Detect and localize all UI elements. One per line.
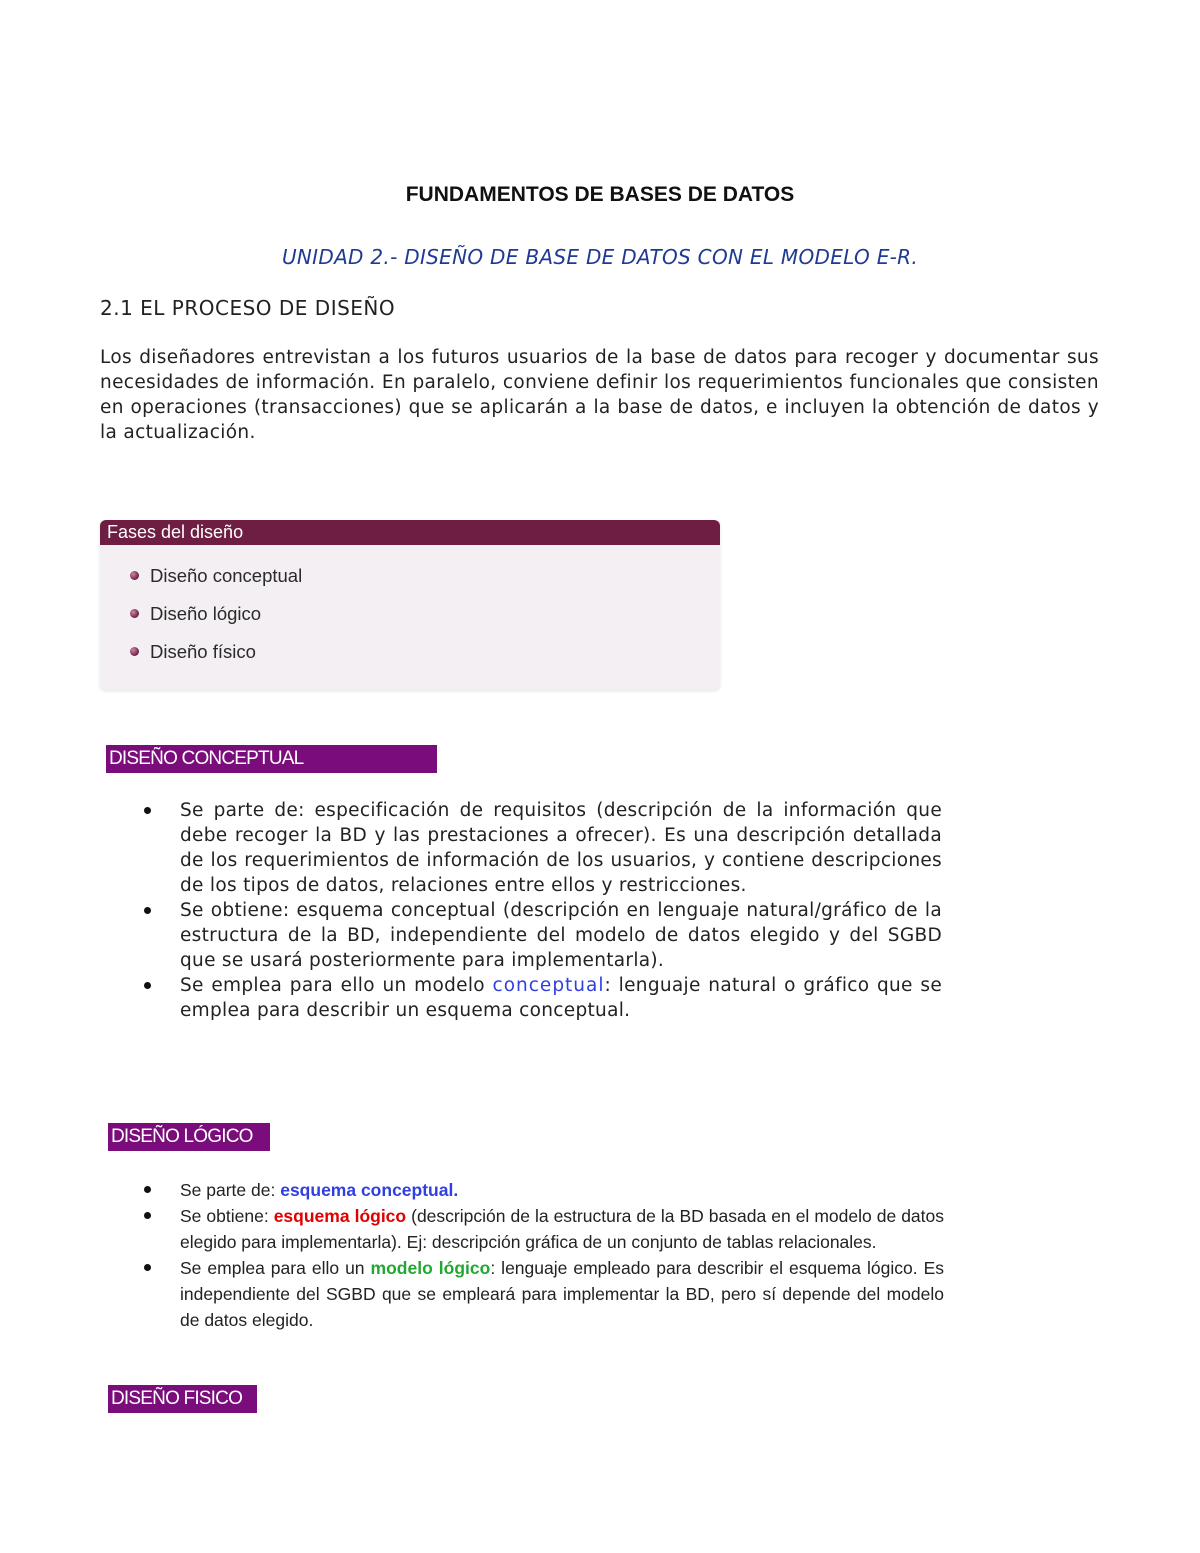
logical-design-list	[142, 1177, 944, 1333]
design-phases-block-title: Fases del diseño	[100, 520, 720, 545]
list-item-text-end: : lenguaje empleado para describir el esquema lógico. Es independiente del SGBD que se empleará para implementar la BD, pero sí depende del modelo de datos elegido.	[180, 1258, 944, 1330]
list-item	[142, 1177, 944, 1203]
list-item-text-end: : lenguaje natural o gráfico que se emplea para describir un esquema conceptual.	[180, 975, 942, 1021]
bullet-ball-icon	[130, 647, 139, 656]
list-item-text-start: Se parte de:	[180, 1180, 281, 1200]
list-item	[142, 898, 942, 973]
list-item	[142, 1203, 944, 1255]
list-item	[142, 1255, 944, 1333]
highlight-logical-schema: esquema lógico	[273, 1206, 407, 1226]
list-item	[142, 973, 942, 1023]
intro-paragraph: Los diseñadores entrevistan a los futuros usuarios de la base de datos para recoger y documentar sus necesidades de información. En paralelo, conviene definir los requerimientos funcionales que consisten en operaciones (transacciones) que se aplicarán a la base de datos, e incluyen la obtención de datos y la actualización.	[100, 347, 1099, 443]
phase-item	[130, 641, 256, 663]
phase-item-label: Diseño conceptual	[150, 565, 303, 586]
physical-design-heading: DISEÑO FISICO	[108, 1385, 257, 1413]
list-item-text-start: Se obtiene:	[180, 1206, 274, 1226]
logical-design-heading: DISEÑO LÓGICO	[108, 1123, 270, 1151]
bullet-ball-icon	[130, 571, 139, 580]
highlight-logical-model: modelo lógico	[370, 1258, 491, 1278]
list-item	[142, 798, 942, 898]
design-phases-block	[100, 520, 720, 690]
phase-item	[130, 565, 302, 587]
bullet-ball-icon	[130, 609, 139, 618]
conceptual-design-list	[142, 798, 942, 1023]
list-item-text-end: (descripción de la estructura de la BD basada en el modelo de datos elegido para implementarla). Ej: descripción gráfica de un conjunto de tablas relacionales.	[180, 1206, 945, 1252]
unit-subtitle: UNIDAD 2.- DISEÑO DE BASE DE DATOS CON EL MODELO E-R.	[281, 245, 919, 269]
section-heading: 2.1 EL PROCESO DE DISEÑO	[100, 296, 396, 320]
phase-item-label: Diseño físico	[150, 641, 256, 662]
conceptual-design-heading: DISEÑO CONCEPTUAL	[106, 745, 437, 773]
document-title: FUNDAMENTOS DE BASES DE DATOS	[405, 183, 795, 206]
list-item-text-start: Se emplea para ello un modelo	[180, 975, 493, 996]
phase-item-label: Diseño lógico	[150, 603, 262, 624]
list-item-text: Se obtiene: esquema conceptual (descripción en lenguaje natural/gráfico de la estructura de la BD, independiente del modelo de datos elegido y del SGBD que se usará posteriormente para implementarla).	[180, 900, 942, 971]
highlight-conceptual-schema: esquema conceptual.	[280, 1180, 459, 1200]
phase-item	[130, 603, 261, 625]
highlight-conceptual: conceptual	[492, 975, 605, 996]
list-item-text: Se parte de: especificación de requisitos (descripción de la información que debe recoger la BD y las prestaciones a ofrecer). Es una descripción detallada de los requerimientos de información de los usuarios, y contiene descripciones de los tipos de datos, relaciones entre ellos y restricciones.	[180, 800, 942, 896]
list-item-text-start: Se emplea para ello un	[180, 1258, 371, 1278]
